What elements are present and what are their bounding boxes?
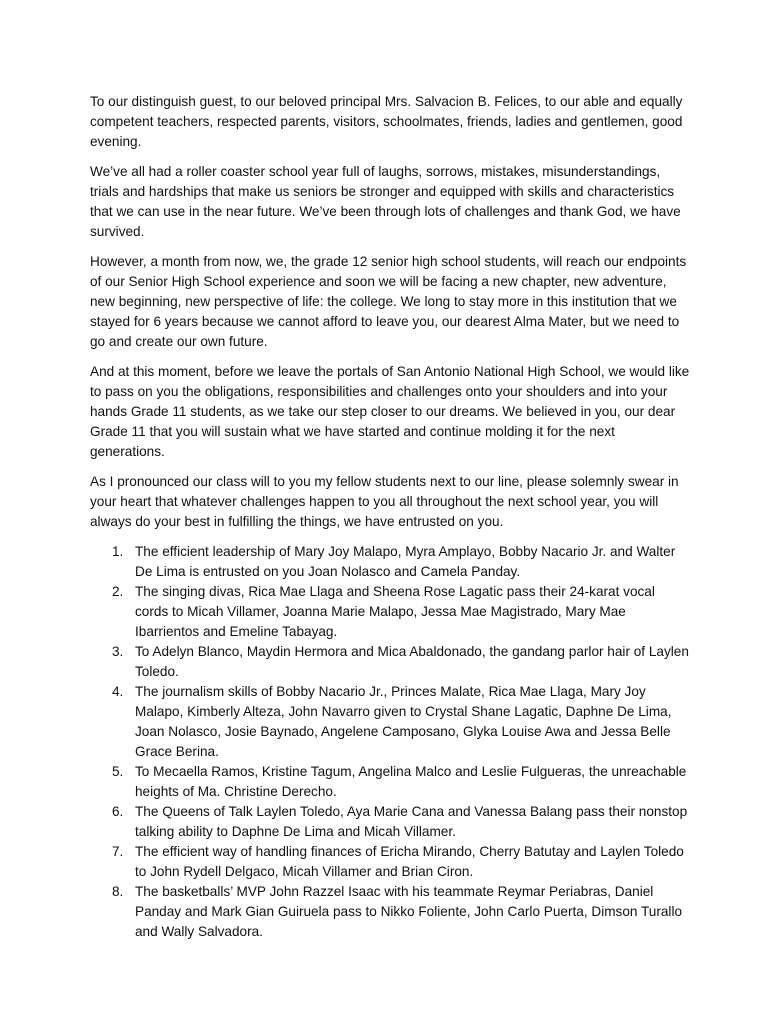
list-item [90, 842, 690, 882]
greeting-paragraph: To our distinguish guest, to our beloved principal Mrs. Salvacion B. Felices, to our able and equally competent teachers, respected parents, visitors, schoolmates, friends, ladies and gentlemen, good evening. [90, 94, 683, 149]
list-number: 7. [112, 844, 124, 859]
class-will-paragraph: As I pronounced our class will to you my fellow students next to our line, please solemnly swear in your heart that whatever challenges happen to you all throughout the next school year, you will always do your best in fulfilling the things, we have entrusted on you. [90, 474, 679, 529]
list-number: 1. [112, 544, 124, 559]
farewell-paragraph: However, a month from now, we, the grade 12 senior high school students, will reach our endpoints of our Senior High School experience and soon we will be facing a new chapter, new adventure, new beginning, new perspective of life: the college. We long to stay more in this institution that we stayed for 6 years because we cannot afford to leave you, our dearest Alma Mater, but we need to go and create our own future. [90, 254, 687, 349]
list-text: The basketballs’ MVP John Razzel Isaac with his teammate Reymar Periabras, Daniel Panday and Mark Gian Guiruela pass to Nikko Foliente, John Carlo Puerta, Dimson Turallo and Wally Salvadora. [135, 884, 683, 939]
list-number: 4. [112, 684, 124, 699]
list-number: 3. [112, 644, 124, 659]
school-year-paragraph: We’ve all had a roller coaster school year full of laughs, sorrows, mistakes, misunderstandings, trials and hardships that make us seniors be stronger and equipped with skills and characteristics that we can use in the near future. We’ve been through lots of challenges and thank God, we have survived. [90, 164, 681, 239]
list-item [90, 542, 690, 582]
list-number: 6. [112, 804, 124, 819]
list-text: The efficient leadership of Mary Joy Malapo, Myra Amplayo, Bobby Nacario Jr. and Walter De Lima is entrusted on you Joan Nolasco and Camela Panday. [135, 544, 676, 579]
list-text: The Queens of Talk Laylen Toledo, Aya Marie Cana and Vanessa Balang pass their nonstop talking ability to Daphne De Lima and Micah Villamer. [135, 804, 688, 839]
list-text: The singing divas, Rica Mae Llaga and Sheena Rose Lagatic pass their 24-karat vocal cords to Micah Villamer, Joanna Marie Malapo, Jessa Mae Magistrado, Mary Mae Ibarrientos and Emeline Tabayag. [135, 584, 655, 639]
handover-paragraph: And at this moment, before we leave the portals of San Antonio National High School, we would like to pass on you the obligations, responsibilities and challenges onto your shoulders and into your hands Grade 11 students, as we take our step closer to our dreams. We believed in you, our dear Grade 11 that you will sustain what we have started and continue molding it for the next generations. [90, 364, 690, 459]
list-item [90, 762, 690, 802]
list-number: 5. [112, 764, 124, 779]
list-text: The efficient way of handling finances of Ericha Mirando, Cherry Batutay and Laylen Toledo to John Rydell Delgaco, Micah Villamer and Brian Ciron. [135, 844, 684, 879]
list-item [90, 682, 690, 762]
list-number: 8. [112, 884, 124, 899]
list-text: To Adelyn Blanco, Maydin Hermora and Mica Abaldonado, the gandang parlor hair of Laylen Toledo. [135, 644, 689, 679]
list-item [90, 882, 690, 942]
list-item [90, 582, 690, 642]
list-item [90, 642, 690, 682]
list-item [90, 802, 690, 842]
list-text: The journalism skills of Bobby Nacario Jr., Princes Malate, Rica Mae Llaga, Mary Joy Malapo, Kimberly Alteza, John Navarro given to Crystal Shane Lagatic, Daphne De Lima, Joan Nolasco, Josie Baynado, Angelene Camposano, Glyka Louise Awa and Jessa Belle Grace Berina. [135, 684, 672, 759]
list-text: To Mecaella Ramos, Kristine Tagum, Angelina Malco and Leslie Fulgueras, the unreachable heights of Ma. Christine Derecho. [135, 764, 687, 799]
entrusted-list [90, 542, 690, 942]
document-page [90, 92, 690, 942]
list-number: 2. [112, 584, 124, 599]
